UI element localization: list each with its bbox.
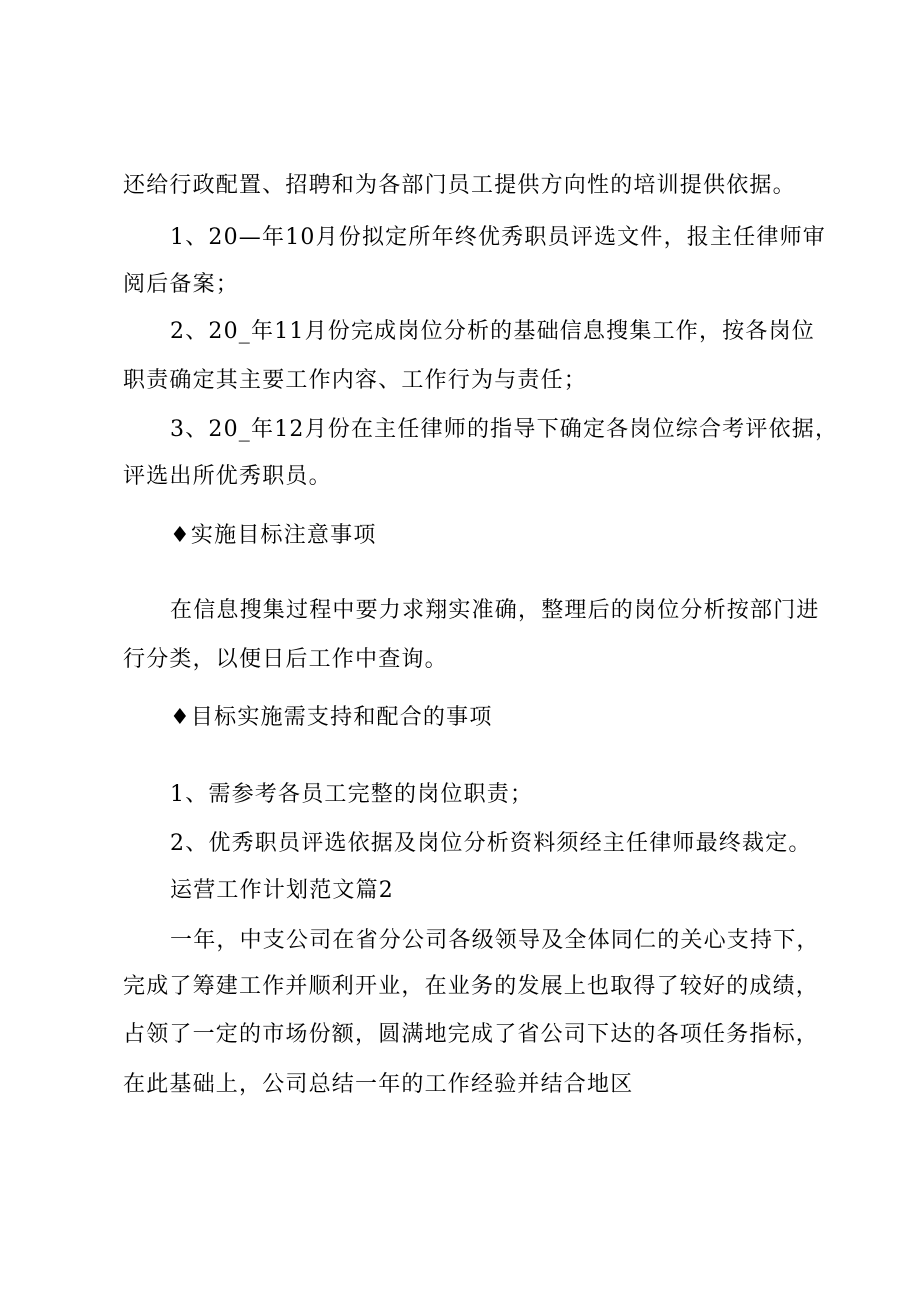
paragraph-line: 完成了筹建工作并顺利开业，在业务的发展上也取得了较好的成绩， [123, 974, 820, 999]
paragraph-line: 评选出所优秀职员。 [123, 464, 332, 489]
paragraph-line: 职责确定其主要工作内容、工作行为与责任； [123, 368, 588, 393]
section-heading: ♦目标实施需支持和配合的事项 [170, 705, 493, 730]
paragraph-line: 1、20—年10月份拟定所年终优秀职员评选文件，报主任律师审 [170, 225, 826, 250]
paragraph-line: 一年，中支公司在省分公司各级领导及全体同仁的关心支持下， [170, 928, 820, 953]
paragraph-line: 占领了一定的市场份额，圆满地完成了省公司下达的各项任务指标， [123, 1022, 820, 1047]
paragraph-line: 阅后备案； [123, 272, 240, 297]
paragraph-line: 3、20_年12月份在主任律师的指导下确定各岗位综合考评依据， [170, 417, 839, 442]
paragraph-line: 2、优秀职员评选依据及岗位分析资料须经主任律师最终裁定。 [170, 831, 812, 856]
paragraph-line: 在此基础上，公司总结一年的工作经验并结合地区 [123, 1072, 634, 1097]
paragraph-line: 在信息搜集过程中要力求翔实准确，整理后的岗位分析按部门进 [170, 598, 820, 623]
paragraph-line: 2、20_年11月份完成岗位分析的基础信息搜集工作，按各岗位 [170, 319, 815, 344]
section-heading: ♦实施目标注意事项 [170, 523, 377, 548]
paragraph-line: 行分类，以便日后工作中查询。 [123, 647, 448, 672]
paragraph-line: 还给行政配置、招聘和为各部门员工提供方向性的培训提供依据。 [123, 173, 796, 198]
section-title: 运营工作计划范文篇2 [170, 878, 394, 903]
paragraph-line: 1、需参考各员工完整的岗位职责； [170, 782, 534, 807]
